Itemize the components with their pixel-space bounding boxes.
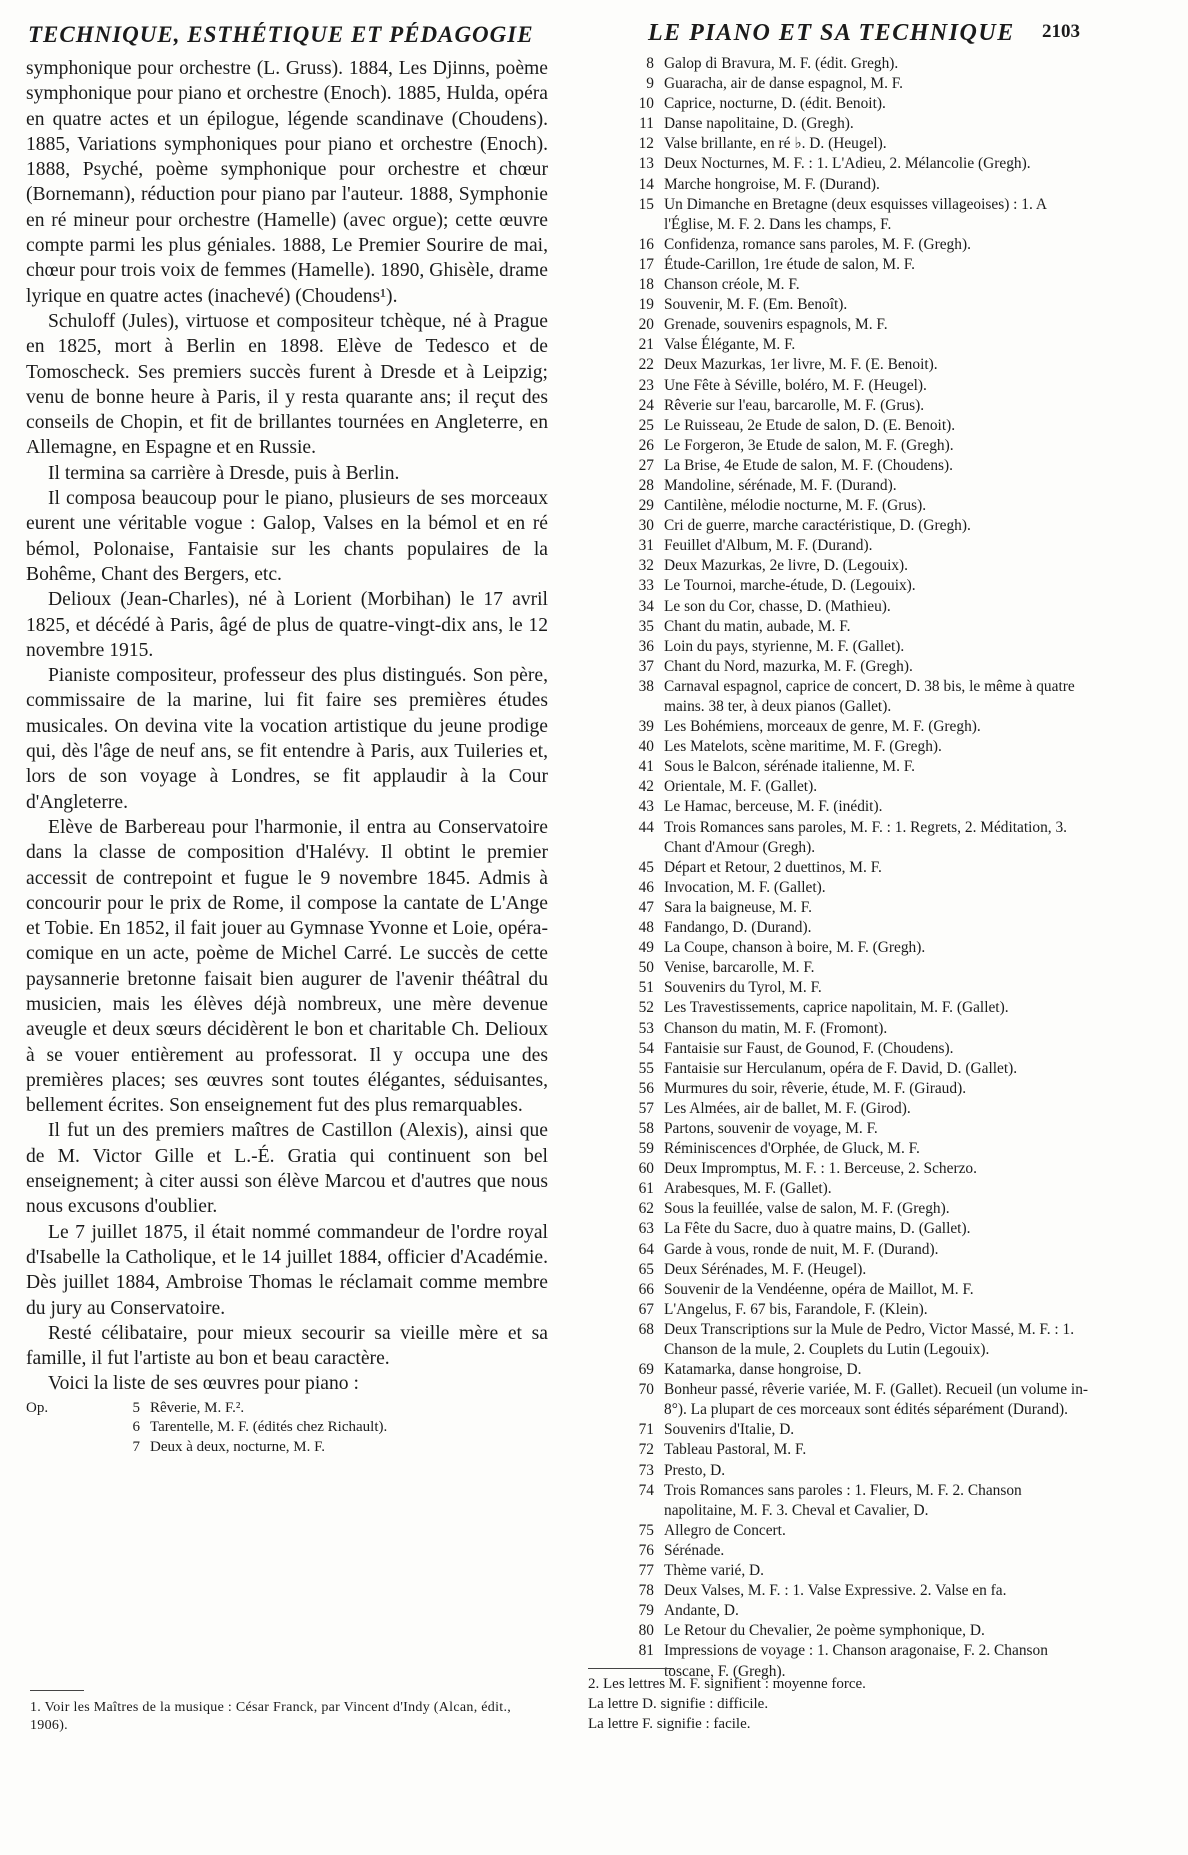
- work-number: 63: [638, 1220, 654, 1238]
- work-title: Départ et Retour, 2 duettinos, M. F.: [664, 858, 882, 876]
- list-item: [628, 1521, 1094, 1541]
- work-title: Rêverie sur l'eau, barcarolle, M. F. (Grus).: [664, 396, 925, 414]
- work-number: 12: [638, 135, 654, 153]
- opus-number: 6: [132, 1419, 140, 1436]
- list-item: [628, 315, 1094, 335]
- work-number: 47: [638, 898, 654, 916]
- footnote: La lettre F. signifie : facile.: [588, 1716, 751, 1732]
- work-title: Venise, barcarolle, M. F.: [664, 959, 815, 977]
- work-title: Souvenirs du Tyrol, M. F.: [664, 979, 822, 997]
- work-title: Chant du matin, aubade, M. F.: [664, 617, 851, 635]
- work-title: Chant du Nord, mazurka, M. F. (Gregh).: [664, 657, 913, 675]
- list-item: [628, 1581, 1094, 1601]
- paragraph: Voici la liste de ses œuvres pour piano :: [48, 1373, 359, 1395]
- list-item: [628, 757, 1094, 777]
- work-title: Deux Impromptus, M. F. : 1. Berceuse, 2. Scherzo.: [664, 1160, 977, 1178]
- work-title: La Coupe, chanson à boire, M. F. (Gregh).: [664, 939, 926, 957]
- list-item: [628, 858, 1094, 878]
- list-item: [628, 94, 1094, 114]
- work-number: 81: [638, 1642, 654, 1660]
- list-item: [628, 134, 1094, 154]
- list-item: [628, 637, 1094, 657]
- list-item: [628, 1481, 1094, 1521]
- list-item: [628, 998, 1094, 1018]
- paragraph: Delioux (Jean-Charles), né à Lorient (Morbihan) le 17 avril 1825, et décédé à Paris, âgé de plus de quatre-vingt-dix ans, le 12 novembre 1915.: [26, 589, 548, 661]
- list-item: [628, 1179, 1094, 1199]
- work-title: Arabesques, M. F. (Gallet).: [664, 1180, 832, 1198]
- list-item: [628, 54, 1094, 74]
- footnotes-right: [588, 1674, 1068, 1734]
- work-number: 28: [638, 476, 654, 494]
- work-title: Le son du Cor, chasse, D. (Mathieu).: [664, 597, 891, 615]
- list-item: [628, 1099, 1094, 1119]
- work-title: L'Angelus, F. 67 bis, Farandole, F. (Klein).: [664, 1300, 928, 1318]
- work-number: 48: [638, 919, 654, 937]
- work-number: 24: [638, 396, 654, 414]
- work-number: 10: [638, 95, 654, 113]
- list-item: [628, 1039, 1094, 1059]
- list-item: [628, 1240, 1094, 1260]
- work-number: 18: [638, 276, 654, 294]
- work-number: 78: [638, 1582, 654, 1600]
- list-item: [628, 1219, 1094, 1239]
- list-item: [628, 878, 1094, 898]
- work-title: La Brise, 4e Etude de salon, M. F. (Choudens).: [664, 456, 954, 474]
- work-title: Fandango, D. (Durand).: [664, 919, 812, 937]
- list-item: [628, 175, 1094, 195]
- list-item: [628, 1380, 1094, 1420]
- work-number: 41: [638, 758, 654, 776]
- list-item: [628, 556, 1094, 576]
- work-number: 75: [638, 1521, 654, 1539]
- list-item: [628, 1440, 1094, 1460]
- work-title: Les Matelots, scène maritime, M. F. (Gregh).: [664, 738, 942, 756]
- work-number: 26: [638, 436, 654, 454]
- list-item: [628, 1541, 1094, 1561]
- work-number: 42: [638, 778, 654, 796]
- work-number: 56: [638, 1079, 654, 1097]
- work-title: Deux Nocturnes, M. F. : 1. L'Adieu, 2. Mélancolie (Gregh).: [664, 155, 1031, 173]
- work-title: Deux Mazurkas, 1er livre, M. F. (E. Benoit).: [664, 356, 938, 374]
- list-item: [628, 958, 1094, 978]
- list-item: [628, 677, 1094, 717]
- paragraph: Il fut un des premiers maîtres de Castillon (Alexis), ainsi que de M. Victor Gille et L.-É. Gratia qui continuent son bel enseignement; à citer aussi son élève Marcou et d'autres que nous nous excusons d'oublier.: [26, 1120, 548, 1218]
- work-number: 61: [638, 1180, 654, 1198]
- paragraph: Resté célibataire, pour mieux secourir sa vieille mère et sa famille, il fut l'artiste au bon et beau caractère.: [26, 1322, 548, 1370]
- work-title: Valse brillante, en ré ♭. D. (Heugel).: [664, 135, 887, 153]
- work-number: 66: [638, 1280, 654, 1298]
- footnote-rule: [30, 1690, 84, 1691]
- work-number: 9: [646, 75, 654, 93]
- work-title: Orientale, M. F. (Gallet).: [664, 778, 818, 796]
- work-title: Sous la feuillée, valse de salon, M. F. (Gregh).: [664, 1200, 950, 1218]
- list-item: [628, 737, 1094, 757]
- work-number: 59: [638, 1140, 654, 1158]
- list-item: [628, 717, 1094, 737]
- work-number: 53: [638, 1019, 654, 1037]
- list-item: [628, 376, 1094, 396]
- work-title: Les Bohémiens, morceaux de genre, M. F. (Gregh).: [664, 718, 981, 736]
- list-item: [628, 597, 1094, 617]
- work-number: 77: [638, 1562, 654, 1580]
- list-item: [628, 918, 1094, 938]
- opus-title: Deux à deux, nocturne, M. F.: [150, 1438, 326, 1455]
- work-title: Le Retour du Chevalier, 2e poème symphonique, D.: [664, 1622, 985, 1640]
- opus-number: 7: [132, 1438, 140, 1455]
- work-number: 72: [638, 1441, 654, 1459]
- work-title: Fantaisie sur Herculanum, opéra de F. David, D. (Gallet).: [664, 1059, 1018, 1077]
- work-title: La Fête du Sacre, duo à quatre mains, D. (Gallet).: [664, 1220, 971, 1238]
- work-title: Deux Transcriptions sur la Mule de Pedro, Victor Massé, M. F. : 1. Chanson de la mule, 2. Couplets du Lutin (Legouix).: [664, 1320, 1075, 1358]
- list-item: [628, 978, 1094, 998]
- list-item: [628, 1159, 1094, 1179]
- work-number: 50: [638, 959, 654, 977]
- work-number: 34: [638, 597, 654, 615]
- list-item: [628, 1601, 1094, 1621]
- list-item: [628, 1280, 1094, 1300]
- opus-label: Op.: [26, 1399, 49, 1416]
- work-title: Fantaisie sur Faust, de Gounod, F. (Choudens).: [664, 1039, 954, 1057]
- list-item: [628, 617, 1094, 637]
- work-number: 20: [638, 316, 654, 334]
- work-title: Mandoline, sérénade, M. F. (Durand).: [664, 476, 897, 494]
- work-title: Thème varié, D.: [664, 1562, 764, 1580]
- list-item: [628, 1561, 1094, 1581]
- work-title: Les Almées, air de ballet, M. F. (Girod).: [664, 1099, 911, 1117]
- work-title: Trois Romances sans paroles, M. F. : 1. Regrets, 2. Méditation, 3. Chant d'Amour (Gregh).: [664, 818, 1068, 856]
- work-number: 57: [638, 1099, 654, 1117]
- list-item: [628, 416, 1094, 436]
- work-number: 39: [638, 718, 654, 736]
- paragraph: symphonique pour orchestre (L. Gruss). 1884, Les Djinns, poème symphonique pour piano et orchestre (Enoch). 1885, Hulda, opéra en quatre actes et un épilogue, légende scandinave (Choudens). 1885, Variations symphoniques pour piano et orchestre (Enoch). 1888, Psyché, poème symphonique pour orchestre et chœur (Bornemann), réduction pour piano par l'auteur. 1888, Symphonie en ré mineur pour orchestre (Hamelle) (avec orgue); cette œuvre compte parmi les plus géniales. 1888, Le Premier Sourire de mai, chœur pour trois voix de femmes (Hamelle). 1890, Ghisèle, drame lyrique en quatre actes (inachevé) (Choudens¹).: [26, 58, 548, 307]
- work-number: 32: [638, 557, 654, 575]
- list-item: [26, 1399, 548, 1419]
- work-number: 29: [638, 497, 654, 515]
- work-title: Étude-Carillon, 1re étude de salon, M. F.: [664, 255, 915, 273]
- work-title: Carnaval espagnol, caprice de concert, D. 38 bis, le même à quatre mains. 38 ter, à deux pianos (Gallet).: [664, 677, 1075, 715]
- work-number: 76: [638, 1541, 654, 1559]
- list-item: [628, 516, 1094, 536]
- list-item: [628, 1199, 1094, 1219]
- list-item: [628, 114, 1094, 134]
- work-number: 49: [638, 939, 654, 957]
- work-title: Sérénade.: [664, 1541, 725, 1559]
- work-title: Confidenza, romance sans paroles, M. F. (Gregh).: [664, 235, 971, 253]
- work-number: 71: [638, 1421, 654, 1439]
- footnote: 1. Voir les Maîtres de la musique : César Franck, par Vincent d'Indy (Alcan, édit., 1906).: [30, 1700, 512, 1733]
- work-title: Impressions de voyage : 1. Chanson aragonaise, F. 2. Chanson toscane, F. (Gregh).: [664, 1642, 1048, 1680]
- work-number: 37: [638, 657, 654, 675]
- work-title: Garde à vous, ronde de nuit, M. F. (Durand).: [664, 1240, 939, 1258]
- running-header-left: TECHNIQUE, ESTHÉTIQUE ET PÉDAGOGIE: [28, 22, 534, 47]
- work-title: Souvenir de la Vendéenne, opéra de Maillot, M. F.: [664, 1280, 974, 1298]
- work-number: 60: [638, 1160, 654, 1178]
- work-number: 40: [638, 738, 654, 756]
- work-number: 11: [639, 115, 654, 133]
- list-item: [628, 235, 1094, 255]
- work-number: 70: [638, 1381, 654, 1399]
- work-title: Sous le Balcon, sérénade italienne, M. F.: [664, 758, 915, 776]
- work-title: Loin du pays, styrienne, M. F. (Gallet).: [664, 637, 905, 655]
- work-number: 79: [638, 1602, 654, 1620]
- work-title: Grenade, souvenirs espagnols, M. F.: [664, 316, 888, 334]
- work-title: Souvenirs d'Italie, D.: [664, 1421, 795, 1439]
- work-title: Guaracha, air de danse espagnol, M. F.: [664, 75, 903, 93]
- work-number: 35: [638, 617, 654, 635]
- work-number: 16: [638, 235, 654, 253]
- work-number: 14: [638, 175, 654, 193]
- list-item: [628, 797, 1094, 817]
- list-item: [628, 1079, 1094, 1099]
- work-title: Cri de guerre, marche caractéristique, D. (Gregh).: [664, 517, 971, 535]
- work-title: Les Travestissements, caprice napolitain, M. F. (Gallet).: [664, 999, 1009, 1017]
- list-item: [628, 1019, 1094, 1039]
- list-item: [628, 396, 1094, 416]
- work-title: Chanson du matin, M. F. (Fromont).: [664, 1019, 888, 1037]
- paragraph: Il composa beaucoup pour le piano, plusieurs de ses morceaux eurent une véritable vogue : Galop, Valses en la bémol et en ré bémol, Polonaise, Fantaisie sur les chants populaires de la Bohême, Chant des Bergers, etc.: [26, 488, 548, 585]
- work-number: 21: [638, 336, 654, 354]
- paragraph: Le 7 juillet 1875, il était nommé commandeur de l'ordre royal d'Isabelle la Catholique, et le 14 juillet 1884, officier d'Académie. Dès juillet 1884, Ambroise Thomas le réclamait comme membre du jury au Conservatoire.: [26, 1221, 548, 1319]
- list-item: [628, 355, 1094, 375]
- work-title: Bonheur passé, rêverie variée, M. F. (Gallet). Recueil (un volume in-8°). La plupart de ces morceaux sont édités séparément (Durand).: [664, 1381, 1089, 1419]
- paragraph: Pianiste compositeur, professeur des plus distingués. Son père, commissaire de la marine, lui fit faire ses premières études musicales. On devina vite la vocation artistique du jeune prodige qui, dès l'âge de neuf ans, se fit entendre à Paris, aux Tuileries et, lors de son voyage à Londres, se fit applaudir à la Cour d'Angleterre.: [26, 665, 548, 813]
- list-item: [628, 335, 1094, 355]
- work-number: 38: [638, 677, 654, 695]
- work-number: 25: [638, 416, 654, 434]
- list-item: [628, 1119, 1094, 1139]
- work-number: 62: [638, 1200, 654, 1218]
- work-title: Tableau Pastoral, M. F.: [664, 1441, 807, 1459]
- list-item: [628, 1461, 1094, 1481]
- paragraph: Il termina sa carrière à Dresde, puis à Berlin.: [48, 462, 400, 484]
- work-title: Le Tournoi, marche-étude, D. (Legouix).: [664, 577, 916, 595]
- work-title: Le Ruisseau, 2e Etude de salon, D. (E. Benoit).: [664, 416, 956, 434]
- work-title: Réminiscences d'Orphée, de Gluck, M. F.: [664, 1140, 920, 1158]
- work-number: 54: [638, 1039, 654, 1057]
- work-number: 52: [638, 999, 654, 1017]
- work-number: 30: [638, 517, 654, 535]
- list-item: [628, 1059, 1094, 1079]
- work-number: 19: [638, 296, 654, 314]
- work-number: 44: [638, 818, 654, 836]
- work-number: 31: [638, 537, 654, 555]
- work-title: Andante, D.: [664, 1602, 739, 1620]
- work-title: Une Fête à Séville, boléro, M. F. (Heugel).: [664, 376, 927, 394]
- work-title: Allegro de Concert.: [664, 1521, 786, 1539]
- list-item: [628, 295, 1094, 315]
- work-number: 58: [638, 1119, 654, 1137]
- opus-list: [26, 1399, 548, 1458]
- work-number: 23: [638, 376, 654, 394]
- left-column: [26, 56, 548, 1457]
- work-title: Souvenir, M. F. (Em. Benoît).: [664, 296, 848, 314]
- work-number: 33: [638, 577, 654, 595]
- work-number: 13: [638, 155, 654, 173]
- work-title: Galop di Bravura, M. F. (édit. Gregh).: [664, 55, 899, 72]
- list-item: [628, 456, 1094, 476]
- list-item: [628, 255, 1094, 275]
- opus-title: Rêverie, M. F.².: [150, 1399, 245, 1416]
- list-item: [628, 938, 1094, 958]
- work-title: Invocation, M. F. (Gallet).: [664, 878, 826, 896]
- running-header-right: LE PIANO ET SA TECHNIQUE: [648, 20, 1015, 46]
- work-title: Katamarka, danse hongroise, D.: [664, 1361, 862, 1379]
- work-number: 80: [638, 1622, 654, 1640]
- list-item: [628, 275, 1094, 295]
- work-title: Cantilène, mélodie nocturne, M. F. (Grus).: [664, 497, 927, 515]
- work-title: Marche hongroise, M. F. (Durand).: [664, 175, 880, 193]
- list-item: [628, 195, 1094, 235]
- work-title: Le Forgeron, 3e Etude de salon, M. F. (Gregh).: [664, 436, 954, 454]
- work-number: 67: [638, 1300, 654, 1318]
- work-title: Presto, D.: [664, 1461, 726, 1479]
- work-title: Partons, souvenir de voyage, M. F.: [664, 1119, 878, 1137]
- work-number: 55: [638, 1059, 654, 1077]
- list-item: [26, 1438, 548, 1458]
- work-title: Feuillet d'Album, M. F. (Durand).: [664, 537, 873, 555]
- work-title: Danse napolitaine, D. (Gregh).: [664, 115, 854, 133]
- work-title: Murmures du soir, rêverie, étude, M. F. (Giraud).: [664, 1079, 967, 1097]
- list-item: [628, 496, 1094, 516]
- work-number: 51: [638, 979, 654, 997]
- footnote: La lettre D. signifie : difficile.: [588, 1696, 769, 1712]
- list-item: [628, 1260, 1094, 1280]
- list-item: [628, 154, 1094, 174]
- list-item: [628, 1300, 1094, 1320]
- work-number: 65: [638, 1260, 654, 1278]
- work-number: 46: [638, 878, 654, 896]
- list-item: [628, 436, 1094, 456]
- footnote-rule: [588, 1668, 674, 1669]
- work-number: 69: [638, 1361, 654, 1379]
- list-item: [628, 536, 1094, 556]
- work-title: Deux Mazurkas, 2e livre, D. (Legouix).: [664, 557, 909, 575]
- list-item: [628, 1621, 1094, 1641]
- list-item: [628, 576, 1094, 596]
- work-number: 17: [638, 255, 654, 273]
- work-number: 45: [638, 858, 654, 876]
- list-item: [628, 1139, 1094, 1159]
- work-number: 68: [638, 1320, 654, 1338]
- page-number: 2103: [1042, 21, 1080, 42]
- work-title: Valse Élégante, M. F.: [664, 336, 796, 354]
- work-number: 27: [638, 456, 654, 474]
- paragraph: Schuloff (Jules), virtuose et compositeur tchèque, né à Prague en 1825, mort à Berlin en 1898. Elève de Tedesco et de Tomoscheck. Ses premiers succès furent à Dresde et à Leipzig; venu de bonne heure à Paris, il y resta quarante ans; il reçut des conseils de Chopin, et fit de brillantes tournées en Angleterre, en Allemagne, en Espagne et en Russie.: [26, 310, 548, 459]
- work-title: Un Dimanche en Bretagne (deux esquisses villageoises) : 1. A l'Église, M. F. 2. Dans les champs, F.: [664, 195, 1047, 233]
- work-number: 8: [646, 55, 654, 72]
- work-title: Trois Romances sans paroles : 1. Fleurs, M. F. 2. Chanson napolitaine, M. F. 3. Cheval et Cavalier, D.: [664, 1481, 1022, 1519]
- list-item: [628, 818, 1094, 858]
- work-number: 36: [638, 637, 654, 655]
- list-item: [628, 898, 1094, 918]
- list-item: [628, 777, 1094, 797]
- paragraph: Elève de Barbereau pour l'harmonie, il entra au Conservatoire dans la classe de composition d'Halévy. Il obtint le premier accessit de contrepoint et fugue le 9 novembre 1845. Admis à concourir pour le prix de Rome, il compose la cantate de L'Ange et Tobie. En 1852, il fait jouer au Gymnase Yvonne et Loie, opéra-comique en un acte, poème de Michel Carré. Le succès de cette paysannerie bretonne faisait bien augurer de l'avenir théâtral du musicien, mais les élèves déjà nombreux, une mère devenue aveugle et deux sœurs décidèrent le bon et charitable Ch. Delioux à se vouer entièrement au professorat. Il y occupa une des premières places; ses œuvres sont toutes élégantes, séduisantes, bellement écrites. Son enseignement fut des plus remarquables.: [26, 816, 548, 1117]
- opus-title: Tarentelle, M. F. (édités chez Richault).: [150, 1419, 388, 1436]
- work-title: Deux Valses, M. F. : 1. Valse Expressive. 2. Valse en fa.: [664, 1582, 1007, 1600]
- list-item: [628, 74, 1094, 94]
- work-title: Caprice, nocturne, D. (édit. Benoit).: [664, 95, 886, 113]
- opus-number: 5: [132, 1399, 140, 1416]
- list-item: [628, 1360, 1094, 1380]
- list-item: [628, 1320, 1094, 1360]
- work-number: 64: [638, 1240, 654, 1258]
- list-item: [628, 657, 1094, 677]
- work-number: 15: [638, 195, 654, 213]
- list-item: [26, 1418, 548, 1438]
- work-number: 74: [638, 1481, 654, 1499]
- list-item: [628, 1420, 1094, 1440]
- footnote: 2. Les lettres M. F. signifient : moyenne force.: [588, 1676, 866, 1692]
- work-number: 22: [638, 356, 654, 374]
- work-title: Deux Sérénades, M. F. (Heugel).: [664, 1260, 867, 1278]
- work-title: Chanson créole, M. F.: [664, 276, 800, 294]
- list-item: [628, 476, 1094, 496]
- work-number: 43: [638, 798, 654, 816]
- works-list: [628, 54, 1094, 1682]
- work-title: Le Hamac, berceuse, M. F. (inédit).: [664, 798, 883, 816]
- work-title: Sara la baigneuse, M. F.: [664, 898, 812, 916]
- work-number: 73: [638, 1461, 654, 1479]
